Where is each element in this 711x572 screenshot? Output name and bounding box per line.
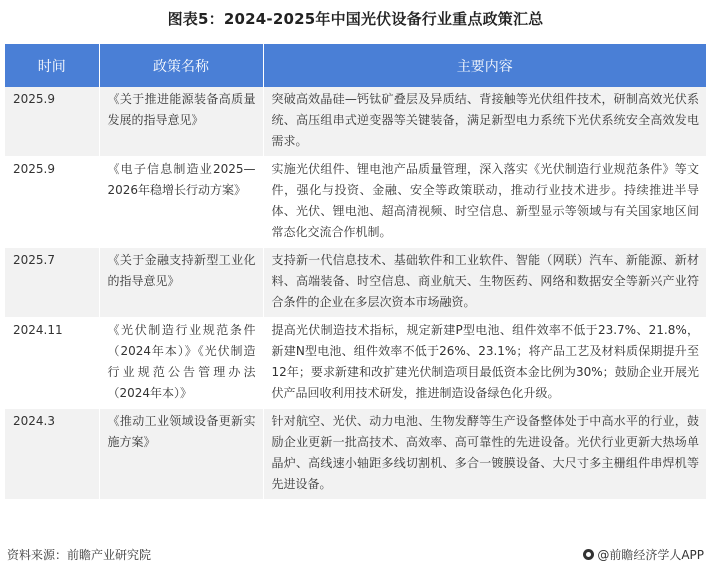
header-main-content: 主要内容 <box>263 44 706 87</box>
brand-logo-icon <box>583 549 594 560</box>
table-row <box>5 409 706 500</box>
cell-main-content: 实施光伏组件、锂电池产品质量管理，深入落实《光伏制造行业规范条件》等文件，强化与投资、金融、安全等政策联动，推动行业技术进步。持续推进半导体、光伏、锂电池、超高清视频、时空信息、新型显示等领域与有关国家地区间常态化交流合作机制。 <box>263 157 706 248</box>
cell-time: 2025.9 <box>5 157 99 248</box>
source-note: 资料来源：前瞻产业研究院 <box>7 548 152 562</box>
table-row <box>5 248 706 318</box>
table-row <box>5 87 706 157</box>
policy-table <box>5 44 706 500</box>
cell-policy-name: 《关于金融支持新型工业化的指导意见》 <box>99 248 263 318</box>
cell-time: 2024.11 <box>5 318 99 409</box>
table-row <box>5 157 706 248</box>
brand-label: @前瞻经济学人APP <box>597 548 704 562</box>
table-header-row <box>5 44 706 87</box>
header-time: 时间 <box>5 44 99 87</box>
cell-main-content: 针对航空、光伏、动力电池、生物发酵等生产设备整体处于中高水平的行业，鼓励企业更新一批高技术、高效率、高可靠性的先进设备。光伏行业更新大热场单晶炉、高线速小轴距多线切割机、多合一镀膜设备、大尺寸多主栅组件串焊机等先进设备。 <box>263 409 706 500</box>
chart-title: 图表5：2024-2025年中国光伏设备行业重点政策汇总 <box>167 10 544 28</box>
brand-credit <box>583 546 704 563</box>
cell-policy-name: 《推动工业领域设备更新实施方案》 <box>99 409 263 500</box>
cell-policy-name: 《关于推进能源装备高质量发展的指导意见》 <box>99 87 263 157</box>
cell-policy-name: 《光伏制造行业规范条件（2024年本）》《光伏制造行业规范公告管理办法（2024年本）》 <box>99 318 263 409</box>
cell-policy-name: 《电子信息制造业2025—2026年稳增长行动方案》 <box>99 157 263 248</box>
cell-main-content: 突破高效晶硅—钙钛矿叠层及异质结、背接触等光伏组件技术，研制高效光伏系统、高压组串式逆变器等关键装备，满足新型电力系统下光伏系统安全高效发电需求。 <box>263 87 706 157</box>
cell-time: 2025.9 <box>5 87 99 157</box>
cell-time: 2025.7 <box>5 248 99 318</box>
header-policy-name: 政策名称 <box>99 44 263 87</box>
cell-main-content: 提高光伏制造技术指标，规定新建P型电池、组件效率不低于23.7%、21.8%，新建N型电池、组件效率不低于26%、23.1%；将产品工艺及材料质保期提升至12年；要求新建和改扩建光伏制造项目最低资本金比例为30%；鼓励企业开展光伏产品回收利用技术研发，推进制造设备绿色化升级。 <box>263 318 706 409</box>
cell-main-content: 支持新一代信息技术、基础软件和工业软件、智能（网联）汽车、新能源、新材料、高端装备、时空信息、商业航天、生物医药、网络和数据安全等新兴产业符合条件的企业在多层次资本市场融资。 <box>263 248 706 318</box>
cell-time: 2024.3 <box>5 409 99 500</box>
table-row <box>5 318 706 409</box>
